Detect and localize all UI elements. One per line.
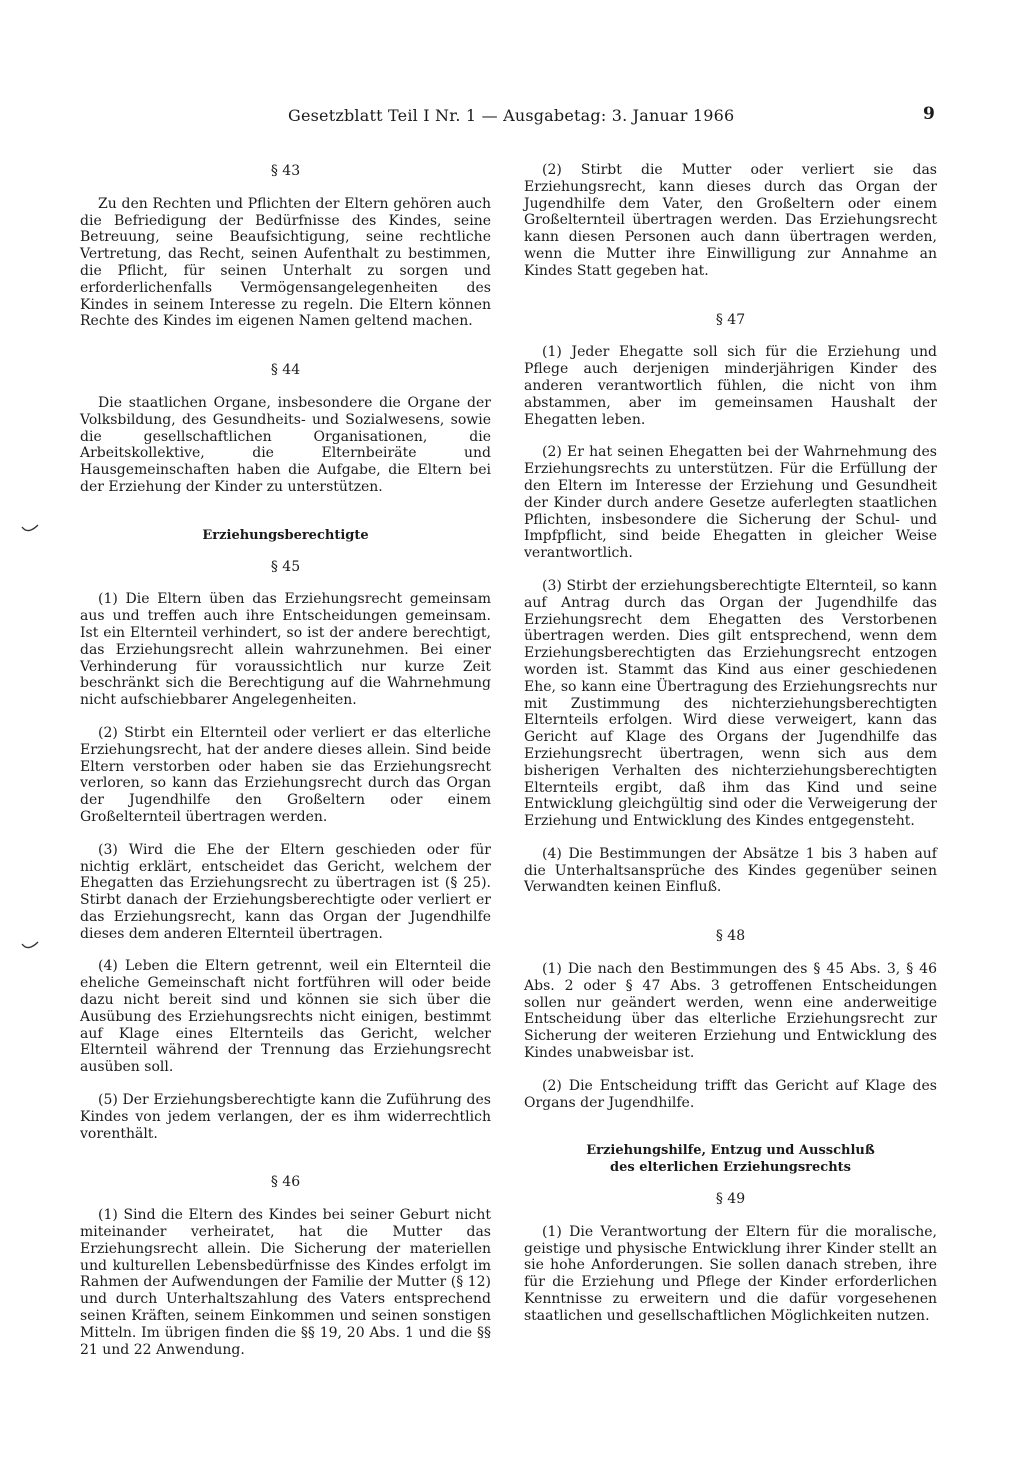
section-45-paragraph-5: (5) Der Erziehungsberechtigte kann die Zuführung des Kindes von jedem verlangen, der es ihm widerrechtlich vorenthält. <box>80 1092 491 1142</box>
section-46-paragraph-2: (2) Stirbt die Mutter oder verliert sie das Erziehungsrecht, kann dieses durch das Organ der Jugendhilfe dem Vater, den Großeltern oder einem Großelternteil übertragen werden. Das Erziehungsrecht kann diesen Personen auch dann übertragen werden, wenn die Mutter ihre Einwilligung zur Annahme an Kindes Statt gegeben hat. <box>524 162 937 279</box>
section-47-paragraph-4: (4) Die Bestimmungen der Absätze 1 bis 3 haben auf die Unterhaltsansprüche des Kindes gegenüber seinen Verwandten keinen Einfluß. <box>524 845 937 896</box>
section-47-paragraph-3: (3) Stirbt der erziehungsberechtigte Elternteil, so kann auf Antrag durch das Organ der Jugendhilfe das Erziehungsrecht dem Ehegatten des Verstorbenen übertragen werden. Dies gilt entsprechend, wenn dem Erziehungsberechtigten das Erziehungsrecht entzogen worden ist. Stammt das Kind aus einer geschiedenen Ehe, so kann eine Übertragung des Erziehungsrechts nur mit Zustimmung des nichterziehungsberechtigten Elternteils erfolgen. Wird diese verweigert, kann das Gericht auf Klage des Organs der Jugendhilfe das Erziehungsrecht übertragen, wenn sich aus dem bisherigen Verhalten des nichterziehungsberechtigten Elternteils ergibt, daß ihm das Kind und seine Entwicklung gleichgültig sind oder die Verweigerung der Erziehung und Entwicklung des Kindes entgegensteht. <box>524 577 937 830</box>
section-49-paragraph-1: (1) Die Verantwortung der Eltern für die moralische, geistige und physische Entwicklung ihrer Kinder stellt an sie hohe Anforderungen. Sie sollen danach streben, ihre für die Erziehung und Pflege der Kinder erforderlichen Kenntnisse zu erweitern und die dafür vorgesehenen staatlichen und gesellschaftlichen Möglichkeiten nutzen. <box>524 1223 937 1324</box>
section-48-paragraph-1: (1) Die nach den Bestimmungen des § 45 Abs. 3, § 46 Abs. 2 oder § 47 Abs. 3 getroffenen Entscheidungen sollen nur geändert werden, wenn eine anderweitige Entscheidung über das elterliche Erziehungsrecht zur Sicherung der weiteren Erziehung und Entwicklung des Kindes unabweisbar ist. <box>524 961 937 1062</box>
margin-check-mark <box>20 940 40 954</box>
page-header <box>268 100 948 128</box>
section-44-heading: § 44 <box>270 362 301 379</box>
section-45-heading: § 45 <box>270 558 301 575</box>
section-47-paragraph-1: (1) Jeder Ehegatte soll sich für die Erziehung und Pflege auch derjenigen minderjährigen Kinder des anderen verantwortlich fühlen, die nicht von ihm abstammen, aber im gemeinsamen Haushalt der Ehegatten leben. <box>524 344 937 428</box>
section-46-paragraph-1: (1) Sind die Eltern des Kindes bei seiner Geburt nicht miteinander verheiratet, hat die Mutter das Erziehungsrecht allein. Die Sicherung der materiellen und kulturellen Lebensbedürfnisse des Kindes erfolgt im Rahmen der Aufwendungen der Familie der Mutter (§ 12) und durch Unterhaltszahlung des Vaters entsprechend seinen Kräften, seinem Einkommen und seinen sonstigen Mitteln. Im übrigen finden die §§ 19, 20 Abs. 1 und die §§ 21 und 22 Anwendung. <box>80 1207 491 1358</box>
section-43-heading: § 43 <box>270 163 301 179</box>
right-column <box>524 162 937 1325</box>
section-44-paragraph: Die staatlichen Organe, insbesondere die Organe der Volksbildung, des Gesundheits- und Sozialwesens, sowie die gesellschaftlichen Organisationen, die Arbeitskollektive, die Elternbeiräte und Hausgemeinschaften haben die Aufgabe, die Eltern bei der Erziehung der Kinder zu unterstützen. <box>80 394 491 495</box>
section-48-heading: § 48 <box>715 928 746 945</box>
subheading-erziehungshilfe-line-2: des elterlichen Erziehungsrechts <box>610 1160 851 1176</box>
section-45-paragraph-2: (2) Stirbt ein Elternteil oder verliert er das elterliche Erziehungsrecht, hat der andere dieses allein. Sind beide Eltern verstorben oder haben sie das Erziehungsrecht verloren, so kann das Erziehungsrecht durch das Organ der Jugendhilfe den Großeltern oder einem Großelternteil übertragen werden. <box>80 724 491 825</box>
section-47-heading: § 47 <box>715 311 746 328</box>
subheading-erziehungsberechtigte: Erziehungsberechtigte <box>202 527 369 543</box>
gazette-title: Gesetzblatt Teil I Nr. 1 — Ausgabetag: 3. Januar 1966 <box>288 106 735 125</box>
section-45-paragraph-4: (4) Leben die Eltern getrennt, weil ein Elternteil die eheliche Gemeinschaft nicht fortführen will oder beide dazu nicht bereit sind und können sie sich über die Ausübung des Erziehungsrechts nicht einigen, bestimmt auf Klage eines Elternteils das Gericht, welcher Elternteil während der Trennung das Erziehungsrecht ausüben soll. <box>80 958 491 1076</box>
section-43-paragraph: Zu den Rechten und Pflichten der Eltern gehören auch die Befriedigung der Bedürfnisse des Kindes, seine Betreuung, seine Beaufsichtigung, seine rechtliche Vertretung, das Recht, seinen Aufenthalt zu bestimmen, die Pflicht, für seinen Unterhalt zu sorgen und erforderlichenfalls Vermögensangelegenheiten des Kindes in seinem Interesse zu regeln. Die Eltern können Rechte des Kindes im eigenen Namen geltend machen. <box>80 195 491 330</box>
subheading-erziehungshilfe-line-1: Erziehungshilfe, Entzug und Ausschluß <box>586 1143 875 1159</box>
section-47-paragraph-2: (2) Er hat seinen Ehegatten bei der Wahrnehmung des Erziehungsrechts zu unterstützen. Für die Erfüllung der den Eltern im Interesse der Erziehung und Gesundheit der Kinder durch andere Gesetze auferlegten staatlichen Pflichten, insbesondere die Sicherung der Schul- und Impfpflicht, sind beide Ehegatten in gleicher Weise verantwortlich. <box>524 444 937 562</box>
section-48-paragraph-2: (2) Die Entscheidung trifft das Gericht auf Klage des Organs der Jugendhilfe. <box>524 1077 937 1111</box>
section-46-heading: § 46 <box>270 1174 301 1191</box>
section-49-heading: § 49 <box>715 1191 746 1208</box>
section-45-paragraph-1: (1) Die Eltern üben das Erziehungsrecht gemeinsam aus und treffen auch ihre Entscheidungen gemeinsam. Ist ein Elternteil verhindert, so ist der andere berechtigt, das Erziehungsrecht allein wahrzunehmen. Bei einer Verhinderung für voraussichtlich nur kurze Zeit beschränkt sich die Berechtigung auf die Wahrnehmung nicht aufschiebbarer Angelegenheiten. <box>80 591 491 709</box>
section-45-paragraph-3: (3) Wird die Ehe der Eltern geschieden oder für nichtig erklärt, entscheidet das Gericht, welchem der Ehegatten das Erziehungsrecht zu übertragen ist (§ 25). Stirbt danach der Erziehungsberechtigte oder verliert er das Erziehungsrecht, kann das Organ der Jugendhilfe dieses dem anderen Elternteil übertragen. <box>80 841 491 942</box>
margin-check-mark <box>20 523 40 537</box>
page-number: 9 <box>923 104 936 124</box>
left-column <box>80 163 491 1358</box>
